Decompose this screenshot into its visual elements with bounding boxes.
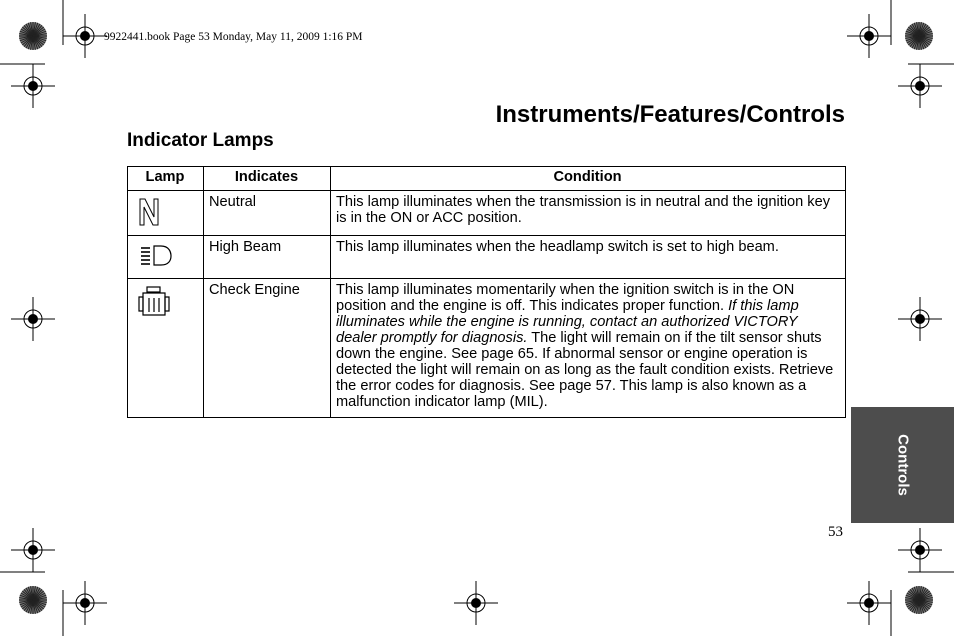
starburst-mark-icon: [919, 600, 920, 601]
table-header-row: [128, 167, 846, 191]
condition-warning-text: If this lamp illuminates while the engine is running, contact an authorized VICTORY dealer promptly for diagnosis.: [336, 298, 799, 346]
section-title: Indicator Lamps: [127, 130, 274, 151]
condition-text: The light will remain on if the tilt sensor shuts down the engine. See page 65. If abnormal sensor or engine operation is detected the light will remain on as long as the fault condition exists. Retrieve the error codes for diagnosis. See page 57. This lamp is also known as a malfunction indicator lamp (MIL).: [336, 330, 834, 410]
col-header-indicates: Indicates: [204, 167, 331, 191]
lamp-cell: [128, 279, 204, 418]
side-tab-label: Controls: [894, 434, 911, 496]
section-side-tab[interactable]: [851, 407, 954, 523]
condition-text: This lamp illuminates momentarily when the ignition switch is in the ON position and the engine is off. This indicates proper function.: [336, 282, 795, 314]
trim-line: [0, 0, 1, 1]
crosshair-mark-icon: [33, 550, 34, 551]
crosshair-mark-icon: [33, 86, 34, 87]
indicator-lamps-table: [127, 166, 846, 418]
crosshair-mark-icon: [85, 603, 86, 604]
crosshair-mark-icon: [476, 603, 477, 604]
col-header-lamp: Lamp: [128, 167, 204, 191]
table-row: [128, 236, 846, 279]
page-title: Instruments/Features/Controls: [495, 101, 845, 128]
crosshair-mark-icon: [869, 603, 870, 604]
check-engine-icon: [137, 284, 171, 318]
col-header-condition: Condition: [331, 167, 846, 191]
indicates-cell: Check Engine: [204, 279, 331, 418]
lamp-cell: [128, 191, 204, 236]
crosshair-mark-icon: [33, 319, 34, 320]
print-header: 9922441.book Page 53 Monday, May 11, 2009 1:16 PM: [104, 31, 363, 43]
crosshair-mark-icon: [920, 86, 921, 87]
table-row: [128, 279, 846, 418]
crosshair-mark-icon: [85, 36, 86, 37]
neutral-n-icon: [137, 197, 161, 227]
condition-cell: [331, 279, 846, 418]
page-number: 53: [828, 524, 843, 540]
table-row: [128, 191, 846, 236]
starburst-mark-icon: [33, 36, 34, 37]
indicates-cell: High Beam: [204, 236, 331, 279]
high-beam-icon: [137, 243, 173, 267]
crosshair-mark-icon: [920, 319, 921, 320]
starburst-mark-icon: [919, 36, 920, 37]
crosshair-mark-icon: [920, 550, 921, 551]
lamp-cell: [128, 236, 204, 279]
condition-cell: This lamp illuminates when the transmission is in neutral and the ignition key is in the ON or ACC position.: [331, 191, 846, 236]
starburst-mark-icon: [33, 600, 34, 601]
indicates-cell: Neutral: [204, 191, 331, 236]
condition-cell: This lamp illuminates when the headlamp switch is set to high beam.: [331, 236, 846, 279]
crosshair-mark-icon: [869, 36, 870, 37]
